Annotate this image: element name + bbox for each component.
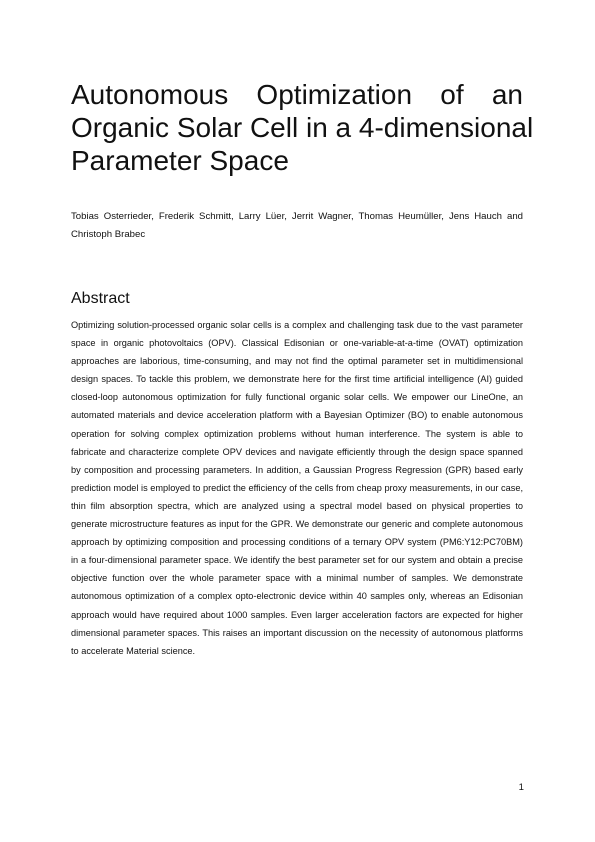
abstract-body: Optimizing solution-processed organic solar cells is a complex and challenging task due to the vast parameter space in organic photovoltaics (OPV). Classical Edisonian or one-variable-at-a-time (OVAT) optimization approaches are laborious, time-consuming, and may not find the optimal parameter set in multidimensional design spaces. To tackle this problem, we demonstrate here for the first time artificial intelligence (AI) guided closed-loop autonomous optimization for fully functional organic solar cells. We empower our LineOne, an automated materials and device acceleration platform with a Bayesian Optimizer (BO) to enable autonomous operation for solving complex optimization problems without human interference. The system is able to fabricate and characterize complete OPV devices and navigate efficiently through the design space spanned by composition and processing parameters. In addition, a Gaussian Progress Regression (GPR) based early prediction model is employed to predict the efficiency of the cells from cheap proxy measurements, in our case, thin film absorption spectra, which are analyzed using a spectral model based on physical properties to generate microstructure features as input for the GPR. We demonstrate our generic and complete autonomous approach by optimizing composition and processing conditions of a ternary OPV system (PM6:Y12:PC70BM) in a four-dimensional parameter space. We identify the best parameter set for our system and obtain a precise objective function over the whole parameter space with a minimal number of samples. We demonstrate autonomous optimization of a complex opto-electronic device within 40 samples only, whereas an Edisonian approach would have required about 1000 samples. Even larger acceleration factors are expected for higher dimensional parameter spaces. This raises an important discussion on the necessity of autonomous platforms to accelerate Material science. (71, 320, 523, 656)
title-line-1: Autonomous Optimization of an (71, 79, 523, 110)
title-line-2: Organic Solar Cell in a 4-dimensional (71, 112, 534, 143)
abstract-heading: Abstract (71, 290, 130, 307)
paper-title (71, 78, 534, 177)
title-line-3: Parameter Space (71, 145, 289, 176)
author-list: Tobias Osterrieder, Frederik Schmitt, Larry Lüer, Jerrit Wagner, Thomas Heumüller, Jens Hauch and Christoph Brabec (71, 211, 523, 240)
page-number: 1 (518, 782, 524, 793)
